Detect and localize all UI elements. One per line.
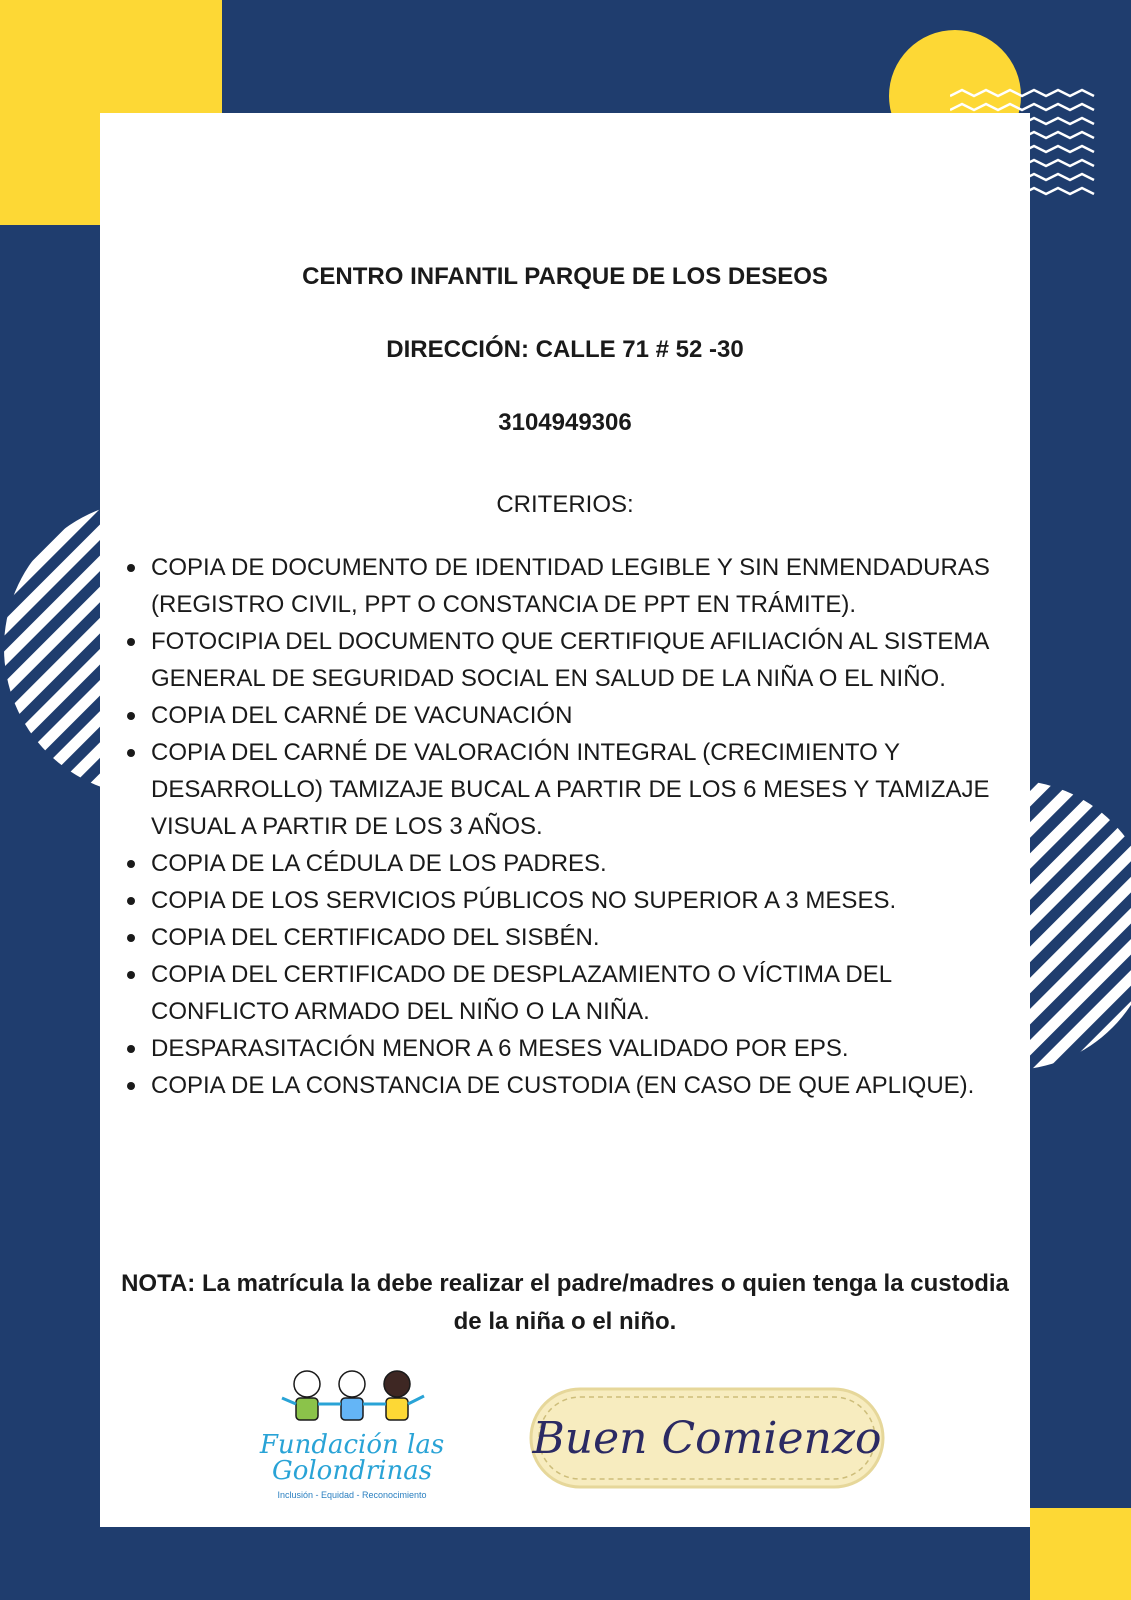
list-item: COPIA DE LA CONSTANCIA DE CUSTODIA (EN CASO DE QUE APLIQUE). [127,1067,1022,1104]
buen-comienzo-logo [527,1383,887,1493]
golondrinas-name: Fundación las Golondrinas [259,1430,445,1486]
flyer-card [100,113,1030,1527]
yellow-corner-bottom-right [1030,1508,1131,1600]
list-item: COPIA DEL CERTIFICADO DEL SISBÉN. [127,919,1022,956]
list-item: COPIA DEL CARNÉ DE VACUNACIÓN [127,697,1022,734]
golondrinas-logo [252,1368,452,1508]
list-item: COPIA DE LOS SERVICIOS PÚBLICOS NO SUPERIOR A 3 MESES. [127,882,1022,919]
golondrinas-tagline: Inclusión - Equidad - Reconocimiento [277,1490,427,1500]
nota-text: NOTA: La matrícula la debe realizar el padre/madres o quien tenga la custodia de la niña o el niño. [121,1270,1009,1335]
list-item: COPIA DE LA CÉDULA DE LOS PADRES. [127,845,1022,882]
criterios-label: CRITERIOS: [496,491,634,518]
list-item: DESPARASITACIÓN MENOR A 6 MESES VALIDADO POR EPS. [127,1030,1022,1067]
children-figures-icon [252,1368,452,1432]
list-item: COPIA DE DOCUMENTO DE IDENTIDAD LEGIBLE Y SIN ENMENDADURAS (REGISTRO CIVIL, PPT O CONSTANCIA DE PPT EN TRÁMITE). [127,549,1022,623]
buen-comienzo-text: Buen Comienzo [532,1412,882,1464]
list-item: COPIA DEL CARNÉ DE VALORACIÓN INTEGRAL (CRECIMIENTO Y DESARROLLO) TAMIZAJE BUCAL A PARTIR DE LOS 6 MESES Y TAMIZAJE VISUAL A PARTIR DE LOS 3 AÑOS. [127,734,1022,845]
phone-number: 3104949306 [498,409,632,436]
address: DIRECCIÓN: CALLE 71 # 52 -30 [386,336,744,363]
list-item: FOTOCIPIA DEL DOCUMENTO QUE CERTIFIQUE AFILIACIÓN AL SISTEMA GENERAL DE SEGURIDAD SOCIAL EN SALUD DE LA NIÑA O EL NIÑO. [127,623,1022,697]
list-item: COPIA DEL CERTIFICADO DE DESPLAZAMIENTO O VÍCTIMA DEL CONFLICTO ARMADO DEL NIÑO O LA NIÑA. [127,956,1022,1030]
requirements-list [127,549,1022,1104]
center-name: CENTRO INFANTIL PARQUE DE LOS DESEOS [302,263,828,290]
